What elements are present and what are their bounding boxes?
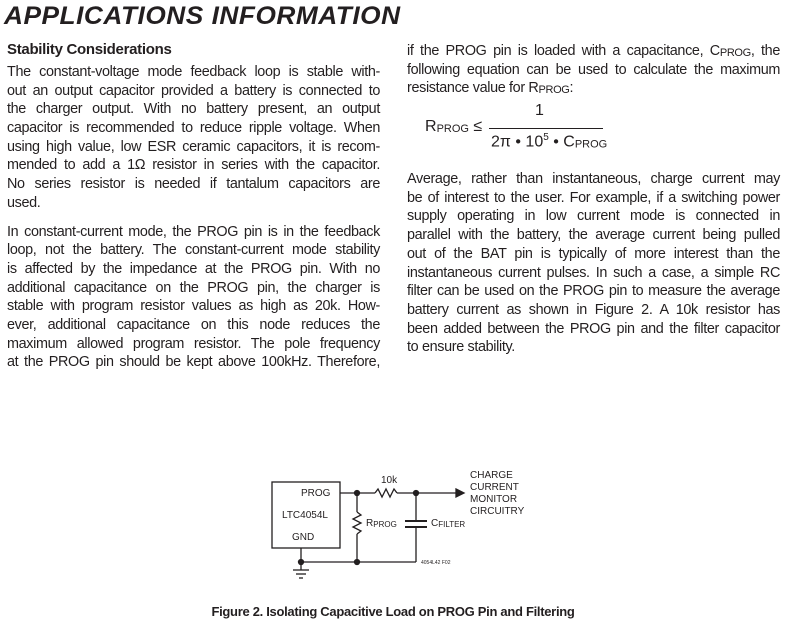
text-line: the charger output. With no battery present, an output <box>7 101 380 118</box>
text-line: resistance value for $R_{PROG}$: <box>407 80 574 97</box>
section-title: APPLICATIONS INFORMATION <box>4 2 401 30</box>
output-label: CHARGE CURRENT MONITOR CIRCUITRY <box>470 470 525 517</box>
text-line: battery current as shown in Figure 2. A 10k resistor has <box>407 301 780 318</box>
text-line: capacitor is recommended to reduce ripple voltage. When <box>7 120 380 137</box>
pin-prog-label: PROG <box>301 488 331 499</box>
figure-caption: Figure 2. Isolating Capacitive Load on PROG Pin and Filtering <box>211 604 575 619</box>
text-line: ever, additional capacitance on this node reduces the <box>7 316 380 333</box>
text-line: following equation can be used to calculate the maximum <box>407 61 780 78</box>
equation: $R_{PROG}$ ≤ 1 2π • $10^5$ • $C_{PROG}$ <box>425 102 608 151</box>
text-line: out an output capacitor provided a battery is connected to <box>7 82 380 99</box>
resistor-10k-symbol <box>375 489 397 497</box>
text-line: Average, rather than instantaneous, charge current may <box>407 171 780 188</box>
text-line: used. <box>7 194 41 211</box>
part-number: LTC4054L <box>282 510 328 521</box>
text-line: loop, not the battery. The constant-current mode stability <box>7 242 380 259</box>
text-line: is affected by the impedance at the PROG pin. With no <box>7 260 380 277</box>
text-line: out of the BAT pin is typically of more interest than the <box>407 245 780 262</box>
text-line: No series resistor is needed if tantalum capacitors are <box>7 176 380 193</box>
text-line: mended to add a 1Ω resistor in series with the capacitor. <box>7 157 380 174</box>
pin-gnd-label: GND <box>292 532 315 543</box>
text-line: at the PROG pin should be kept above 100kHz. Therefore, <box>7 354 380 371</box>
text-line: instantaneous current pulses. In such a case, a simple RC <box>407 264 780 281</box>
text-line: been added between the PROG pin and the filter capacitor <box>407 320 780 337</box>
resistor-value: 10k <box>381 475 398 486</box>
text-line: stable with program resistor values as high as 20k. How- <box>7 298 380 315</box>
rprog-label: $R_{PROG}$ <box>366 518 397 529</box>
text-line: In constant-current mode, the PROG pin is in the feedback <box>7 223 380 240</box>
ground-icon <box>293 570 309 578</box>
text-line: additional capacitance on the PROG pin, the charger is <box>7 279 380 296</box>
rprog-resistor-symbol <box>353 512 361 534</box>
figure-id: 4054L42 F02 <box>421 560 451 566</box>
text-line: The constant-voltage mode feedback loop is stable with- <box>7 64 380 80</box>
text-line: to ensure stability. <box>407 339 515 356</box>
text-line: using high value, low ESR ceramic capacitors, it is recom- <box>7 138 380 155</box>
text-line: supply operating in low current mode is connected in <box>407 208 780 225</box>
text-line: parallel with the battery, the average current being pulled <box>407 227 780 244</box>
subheading: Stability Considerations <box>7 41 172 58</box>
text-line: maximum allowed program resistor. The pole frequency <box>7 335 380 352</box>
text-line: if the PROG pin is loaded with a capacitance, $C_{PROG}$, the <box>407 43 780 59</box>
output-arrow-icon <box>456 489 464 497</box>
text-line: filter can be used on the PROG pin to measure the average <box>407 283 780 300</box>
cfilter-label: $C_{FILTER}$ <box>431 518 466 529</box>
text-line: be of interest to the user. For example, if a switching power <box>407 189 780 206</box>
